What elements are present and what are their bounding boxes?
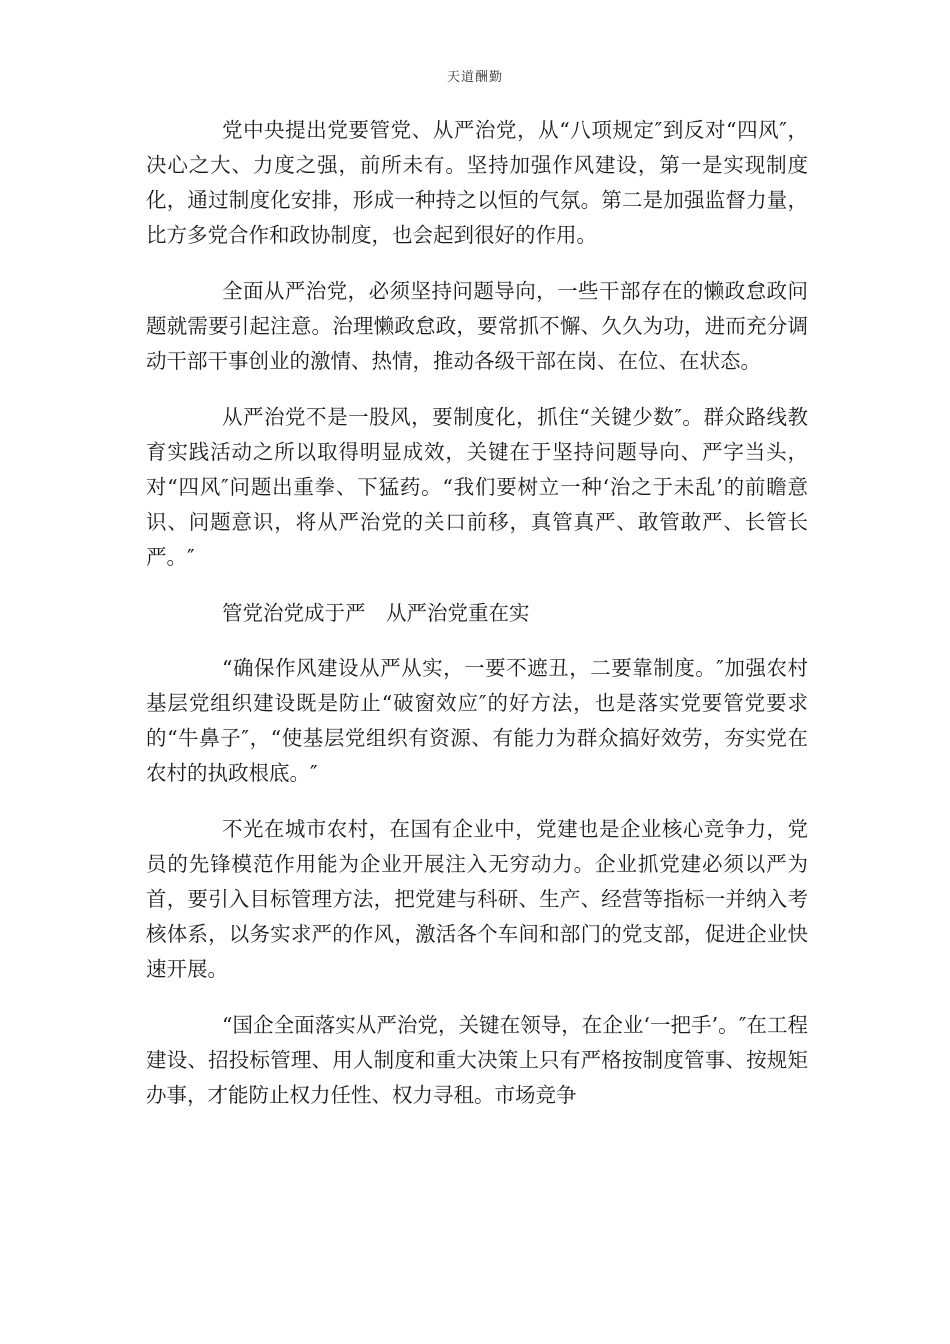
document-body [146, 113, 808, 1134]
paragraph-5: 不光在城市农村，在国有企业中，党建也是企业核心竞争力，党员的先锋模范作用能为企业开展注入无穷动力。企业抓党建必须以严为首，要引入目标管理方法，把党建与科研、生产、经营等指标一并纳入考核体系，以务实求严的作风，激活各个车间和部门的党支部，促进企业快速开展。 [146, 817, 808, 981]
paragraph-2: 全面从严治党，必须坚持问题导向，一些干部存在的懒政怠政问题就需要引起注意。治理懒政怠政，要常抓不懈、久久为功，进而充分调动干部干事创业的激情、热情，推动各级干部在岗、在位、在状态。 [146, 279, 808, 373]
page-header: 天道酬勤 [446, 70, 503, 85]
paragraph-3: 从严治党不是一股风，要制度化，抓住“关键少数″。群众路线教育实践活动之所以取得明显成效，关键在于坚持问题导向、严字当头，对“四风″问题出重拳、下猛药。“我们要树立一种‘治之于未乱’的前瞻意识、问题意识，将从严治党的关口前移，真管真严、敢管敢严、长管长严。″ [146, 405, 808, 569]
paragraph-6: “国企全面落实从严治党，关键在领导，在企业‘一把手’。″在工程建设、招投标管理、用人制度和重大决策上只有严格按制度管事、按规矩办事，才能防止权力任性、权力寻租。市场竞争 [146, 1013, 808, 1107]
paragraph-4: “确保作风建设从严从实，一要不遮丑，二要靠制度。″加强农村基层党组织建设既是防止“破窗效应″的好方法，也是落实党要管党要求的“牛鼻子″，“使基层党组织有资源、有能力为群众搞好效劳，夯实党在农村的执政根底。″ [146, 656, 808, 785]
section-heading: 管党治党成于严 从严治党重在实 [222, 601, 530, 625]
paragraph-1: 党中央提出党要管党、从严治党，从“八项规定″到反对“四风″，决心之大、力度之强，前所未有。坚持加强作风建设，第一是实现制度化，通过制度化安排，形成一种持之以恒的气氛。第二是加强监督力量，比方多党合作和政协制度，也会起到很好的作用。 [146, 118, 808, 247]
